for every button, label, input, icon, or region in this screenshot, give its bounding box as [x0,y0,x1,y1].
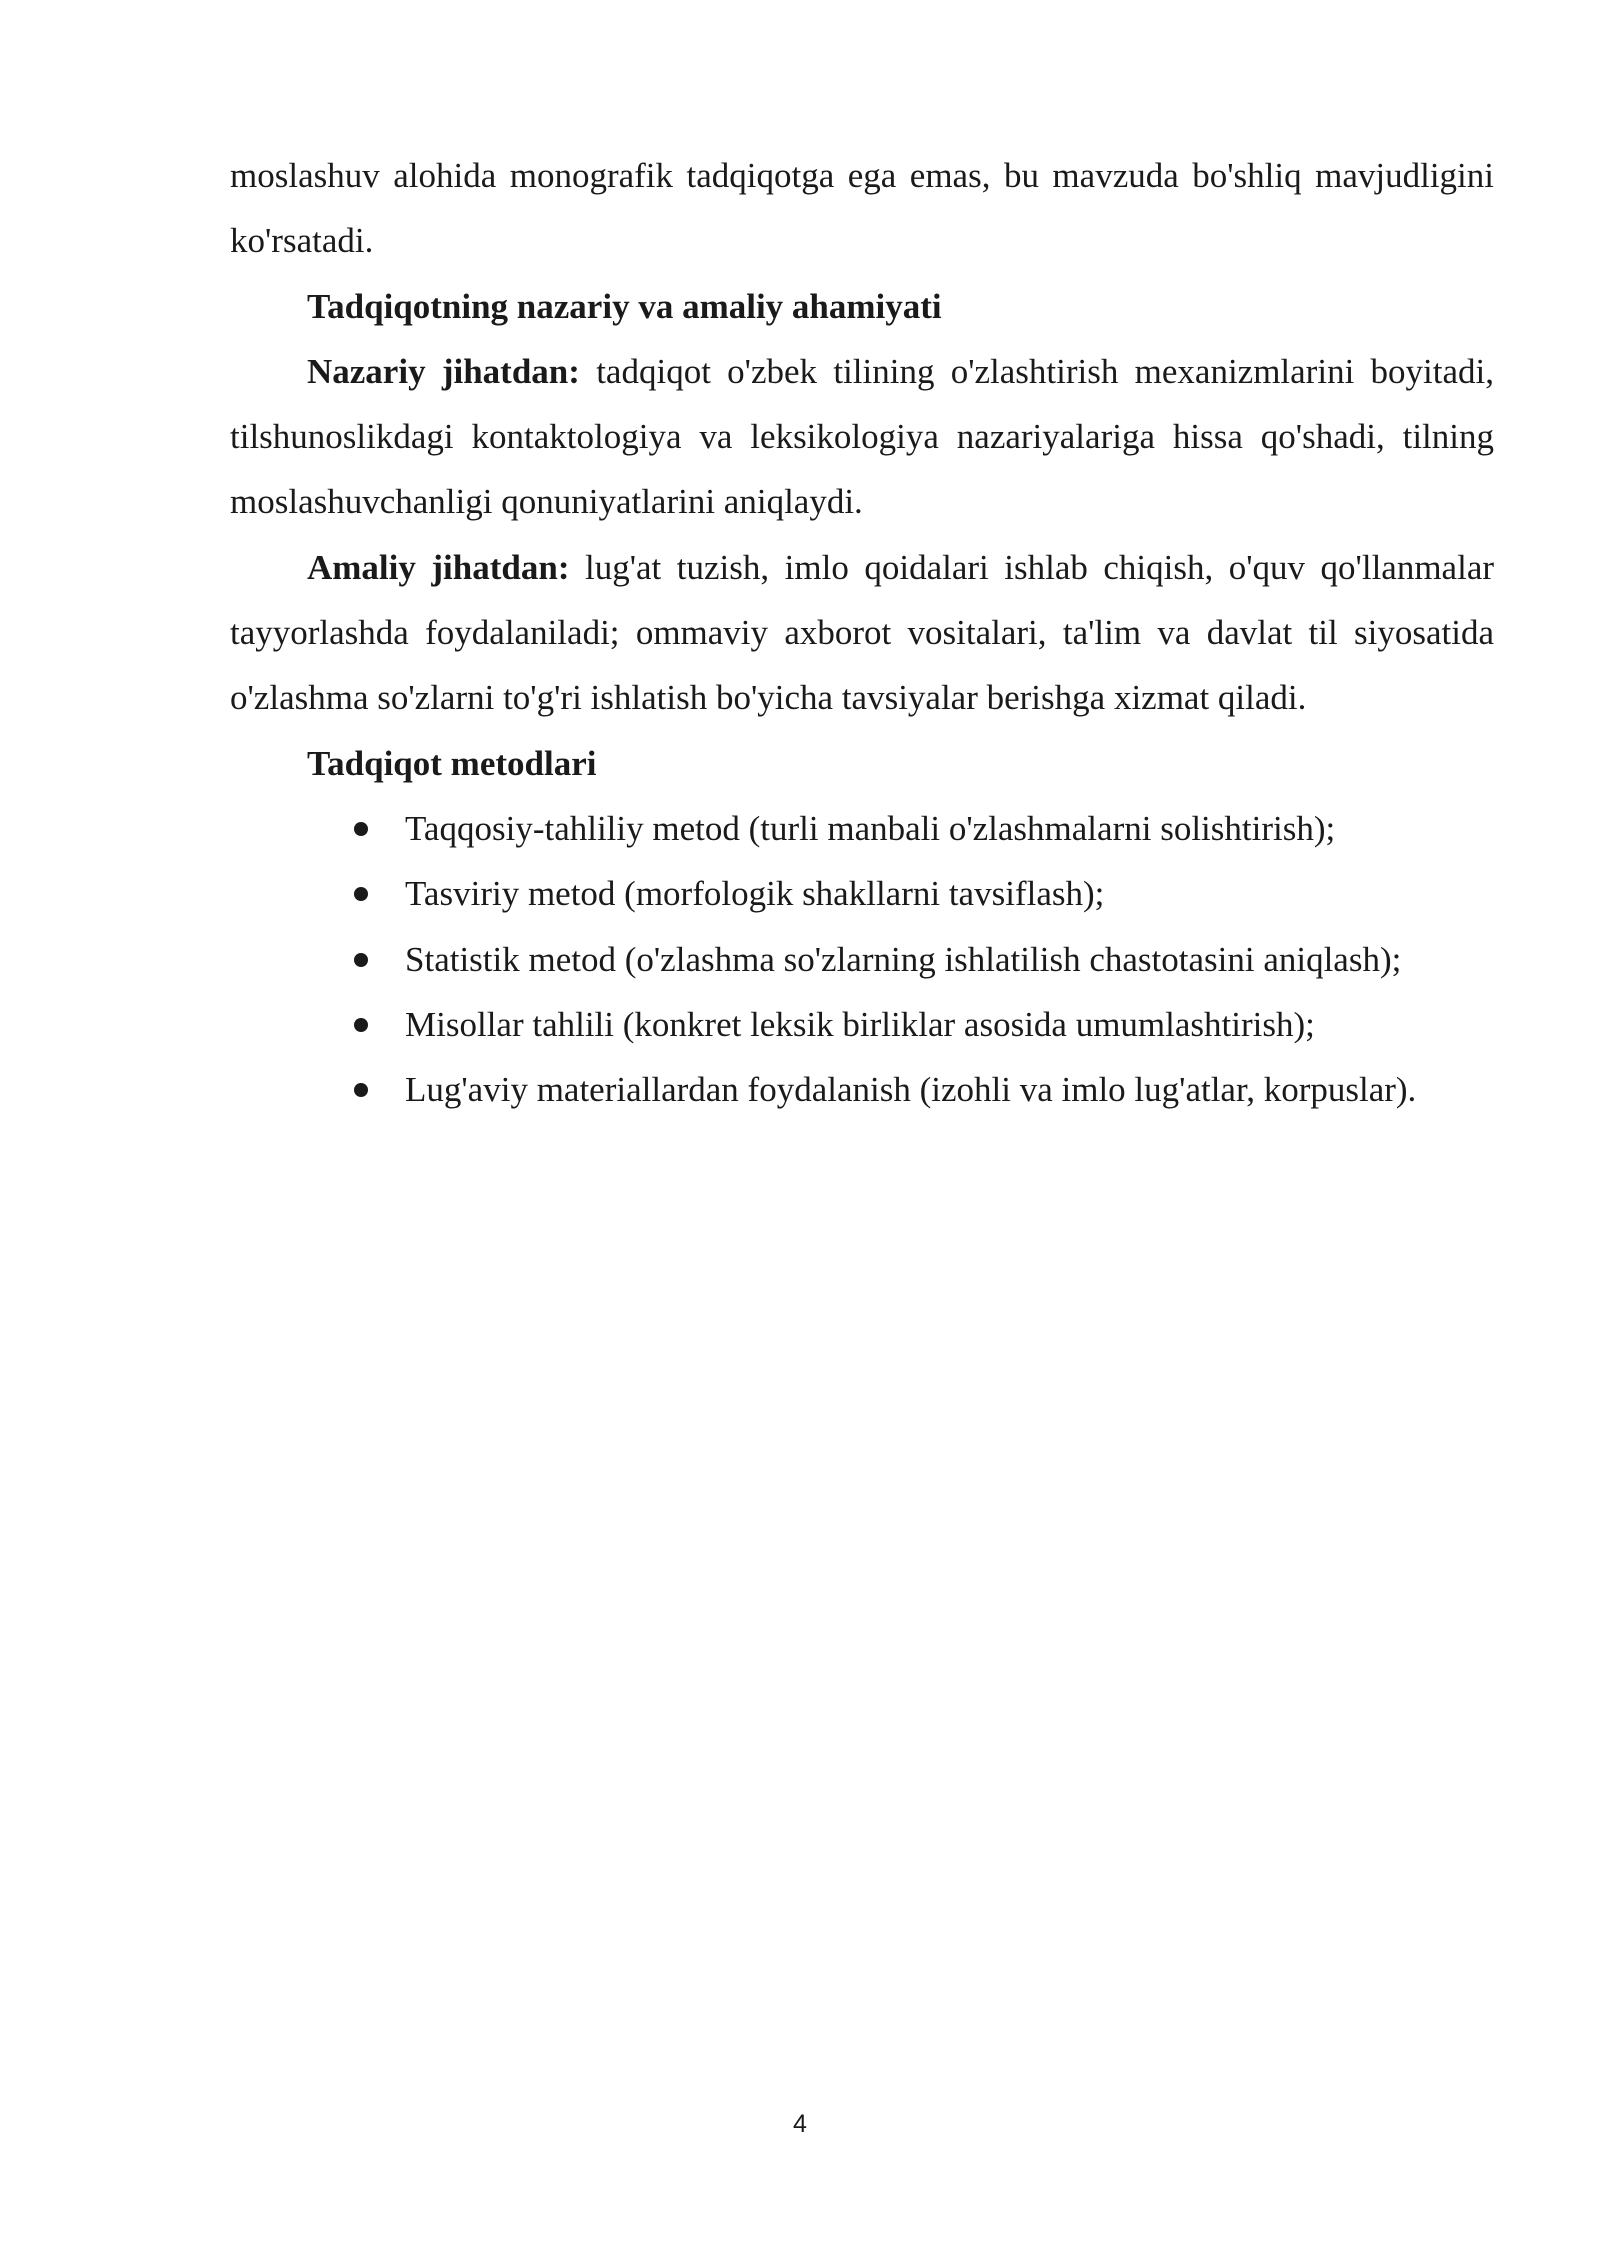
bullet-icon [354,953,368,967]
method-text: Statistik metod (o'zlashma so'zlarning ishlatilish chastotasini aniqlash); [405,939,1402,979]
list-item [230,992,1494,1057]
bullet-icon [354,822,368,836]
method-text: Lug'aviy materiallardan foydalanish (izohli va imlo lug'atlar, korpuslar). [405,1070,1417,1110]
theoretical-text: tadqiqot o'zbek tilining o'zlashtirish mexanizmlarini boyitadi, tilshunoslikdagi kontaktologiya va leksikologiya nazariyalariga hissa qo'shadi, tilning moslashuvchanligi qonuniyatlarini aniqlaydi. [230,351,1495,522]
practical-text: lug'at tuzish, imlo qoidalari ishlab chiqish, o'quv qo'llanmalar tayyorlashda foydalaniladi; ommaviy axborot vositalari, ta'lim va davlat til siyosatida o'zlashma so'zlarni to'g'ri ishlatish bo'yicha tavsiyalar berishga xizmat qiladi. [230,547,1495,718]
list-item [230,927,1494,992]
methods-heading: Tadqiqot metodlari [307,743,597,783]
method-text: Taqqosiy-tahliliy metod (turli manbali o'zlashmalarni solishtirish); [405,808,1336,848]
practical-lead: Amaliy jihatdan: [307,547,570,587]
list-item [230,861,1494,926]
list-item [230,796,1494,861]
practical-paragraph [230,535,1494,731]
significance-heading: Tadqiqotning nazariy va amaliy ahamiyati [307,286,942,326]
bullet-icon [354,1018,368,1032]
list-item [230,1057,1494,1122]
theoretical-paragraph [230,339,1494,535]
intro-paragraph: moslashuv alohida monografik tadqiqotga ega emas, bu mavzuda bo'shliq mavjudligini ko'rsatadi. [230,156,1494,261]
theoretical-lead: Nazariy jihatdan: [307,351,580,391]
method-text: Misollar tahlili (konkret leksik birliklar asosida umumlashtirish); [405,1004,1315,1044]
bullet-icon [354,887,368,901]
method-text: Tasviriy metod (morfologik shakllarni tavsiflash); [405,874,1105,914]
methods-list [230,796,1494,1122]
document-body [230,143,1494,1122]
page-number: 4 [793,2110,807,2138]
bullet-icon [354,1083,368,1097]
